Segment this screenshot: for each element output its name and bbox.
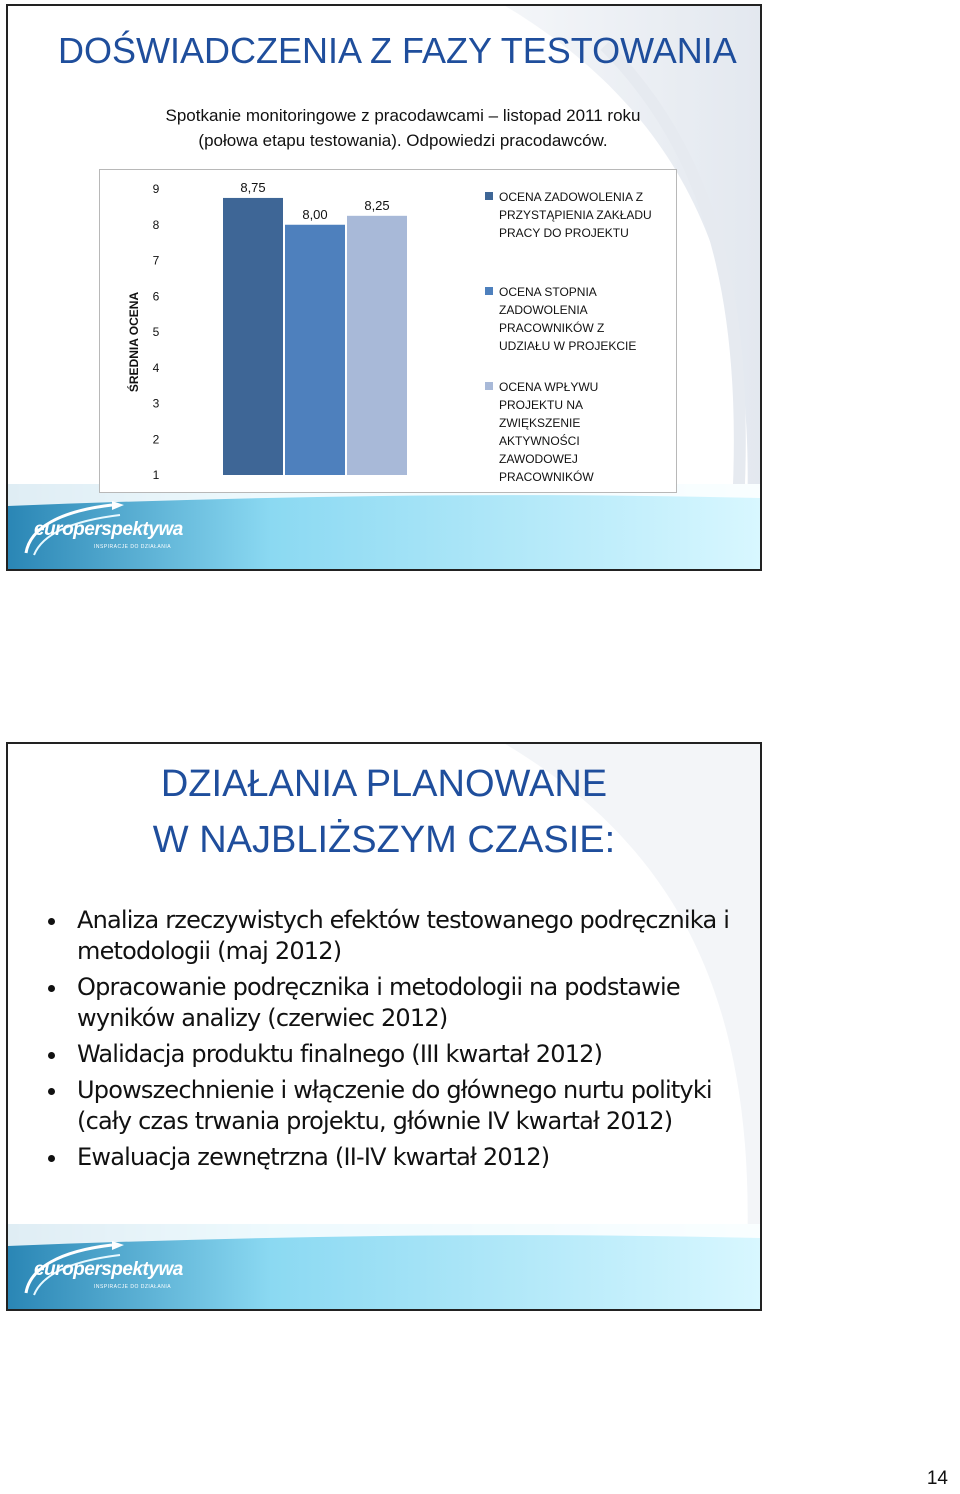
y-tick-label: 8 xyxy=(152,217,160,232)
y-axis-label: ŚREDNIA OCENA xyxy=(127,291,141,393)
y-tick-label: 7 xyxy=(152,253,160,268)
bullet-dot-icon xyxy=(48,1052,55,1059)
bullet-item xyxy=(46,905,756,967)
legend-swatch xyxy=(485,192,493,200)
subtitle-line-2: (połowa etapu testowania). Odpowiedzi pracodawców. xyxy=(198,131,608,150)
legend-text: ZAWODOWEJ xyxy=(499,452,578,466)
bullet-text: Walidacja produktu finalnego (III kwartał 2012) xyxy=(77,1040,603,1068)
bullet-dot-icon xyxy=(48,1088,55,1095)
y-tick-label: 9 xyxy=(152,182,160,196)
legend-text: PRACOWNIKÓW Z xyxy=(499,321,605,335)
legend-swatch xyxy=(485,382,493,390)
logo-text: europerspektywa xyxy=(34,519,183,540)
subtitle-line-1: Spotkanie monitoringowe z pracodawcami – listopad 2011 roku xyxy=(165,106,641,125)
data-label: 8,25 xyxy=(364,197,390,213)
data-label: 8,00 xyxy=(302,206,328,222)
bar-chart-svg xyxy=(100,170,676,492)
logo-tagline: INSPIRACJE DO DZIAŁANIA xyxy=(94,544,172,550)
bar xyxy=(347,216,407,475)
y-tick-label: 1 xyxy=(152,468,160,482)
bullet-item xyxy=(46,1075,756,1137)
bar xyxy=(223,198,283,475)
slide-title: DOŚWIADCZENIA Z FAZY TESTOWANIA xyxy=(58,30,737,71)
slide-title xyxy=(8,756,760,868)
slide-2 xyxy=(6,742,762,1311)
legend-text: PRZYSTĄPIENIA ZAKŁADU xyxy=(499,208,652,222)
legend-text: PRACOWNIKÓW xyxy=(499,470,594,484)
legend-text: ZADOWOLENIA xyxy=(499,303,588,317)
title-line-1: DZIAŁANIA PLANOWANE xyxy=(160,763,608,805)
y-tick-label: 6 xyxy=(152,289,160,304)
y-tick-label: 4 xyxy=(152,360,160,375)
legend-text: UDZIAŁU W PROJEKCIE xyxy=(499,339,637,353)
slide-subtitle xyxy=(58,103,748,153)
legend-text: AKTYWNOŚCI xyxy=(499,434,580,448)
bullet-dot-icon xyxy=(48,1155,55,1162)
bullet-text: Ewaluacja zewnętrzna (II-IV kwartał 2012) xyxy=(77,1143,550,1171)
bar xyxy=(285,225,345,475)
legend-text: OCENA STOPNIA xyxy=(499,285,597,299)
bullet-list xyxy=(46,905,756,1178)
legend-swatch xyxy=(485,287,493,295)
bullet-text: Opracowanie podręcznika i metodologii na podstawie wyników analizy (czerwiec 2012) xyxy=(77,973,680,1032)
bullet-item xyxy=(46,1142,756,1173)
y-tick-label: 2 xyxy=(152,432,160,447)
bar-chart xyxy=(99,169,677,493)
bullet-dot-icon xyxy=(48,985,55,992)
legend-text: PROJEKTU NA xyxy=(499,398,584,412)
y-tick-label: 3 xyxy=(152,396,160,411)
logo-tagline: INSPIRACJE DO DZIAŁANIA xyxy=(94,1284,172,1290)
bullet-item xyxy=(46,972,756,1034)
legend-text: PRACY DO PROJEKTU xyxy=(499,226,629,240)
bullet-dot-icon xyxy=(48,918,55,925)
data-label: 8,75 xyxy=(240,179,266,195)
slide-1 xyxy=(6,4,762,571)
page-number: 14 xyxy=(926,1468,948,1489)
legend-text: ZWIĘKSZENIE xyxy=(499,416,581,430)
title-line-2: W NAJBLIŻSZYM CZASIE: xyxy=(152,819,616,861)
logo-text: europerspektywa xyxy=(34,1259,183,1280)
y-tick-label: 5 xyxy=(152,325,160,339)
bullet-text: Upowszechnienie i włączenie do głównego nurtu polityki (cały czas trwania projektu, głównie IV kwartał 2012) xyxy=(77,1076,712,1135)
bullet-text: Analiza rzeczywistych efektów testowanego podręcznika i metodologii (maj 2012) xyxy=(77,906,730,965)
legend-text: OCENA WPŁYWU xyxy=(499,380,599,394)
bullet-item xyxy=(46,1039,756,1070)
legend-text: OCENA ZADOWOLENIA Z xyxy=(499,190,644,204)
